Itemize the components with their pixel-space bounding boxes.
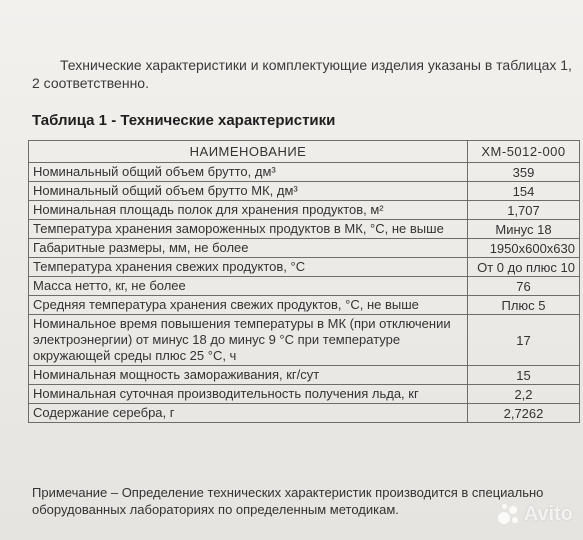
table-row	[29, 277, 580, 296]
row-value: 2,7262	[468, 404, 580, 423]
table-note: Примечание – Определение технических характеристик производится в специально оборудованных лабораториях по определенным методикам.	[32, 485, 544, 517]
table-row	[29, 315, 580, 366]
row-name: Номинальный общий объем брутто МК, дм³	[29, 182, 468, 201]
row-value: Плюс 5	[468, 296, 580, 315]
table-header-row	[29, 141, 580, 163]
row-name: Номинальная суточная производительность получения льда, кг	[29, 385, 468, 404]
row-value: 1,707	[468, 201, 580, 220]
row-name: Габаритные размеры, мм, не более	[29, 239, 468, 258]
header-model: ХМ-5012-000	[468, 141, 580, 163]
row-name: Содержание серебра, г	[29, 404, 468, 423]
avito-logo-icon	[498, 504, 520, 526]
row-value: Минус 18	[468, 220, 580, 239]
row-value: 1950x600x630	[468, 239, 580, 258]
table-row	[29, 296, 580, 315]
specifications-table	[28, 140, 580, 423]
row-value: 2,2	[468, 385, 580, 404]
watermark-text: Avito	[523, 503, 573, 525]
row-value: От 0 до плюс 10	[468, 258, 580, 277]
table-row	[29, 239, 580, 258]
table-row	[29, 258, 580, 277]
table-row	[29, 201, 580, 220]
table-row	[29, 182, 580, 201]
header-name: НАИМЕНОВАНИЕ	[29, 141, 468, 163]
table-row	[29, 366, 580, 385]
row-name: Номинальная мощность замораживания, кг/сут	[29, 366, 468, 385]
row-name: Номинальное время повышения температуры в МК (при отключении электроэнергии) от минус 18 до минус 9 °С при температуре окружающей среды плюс 25 °С, ч	[29, 315, 468, 366]
row-name: Средняя температура хранения свежих продуктов, °С, не выше	[29, 296, 468, 315]
avito-watermark	[498, 503, 573, 526]
row-name: Номинальная площадь полок для хранения продуктов, м²	[29, 201, 468, 220]
row-value: 15	[468, 366, 580, 385]
table-row	[29, 163, 580, 182]
row-value: 17	[468, 315, 580, 366]
row-name: Масса нетто, кг, не более	[29, 277, 468, 296]
row-name: Номинальный общий объем брутто, дм³	[29, 163, 468, 182]
row-name: Температура хранения замороженных продуктов в МК, °С, не выше	[29, 220, 468, 239]
table-row	[29, 404, 580, 423]
row-value: 359	[468, 163, 580, 182]
table-title: Таблица 1 - Технические характеристики	[32, 112, 336, 129]
row-name: Температура хранения свежих продуктов, °С	[29, 258, 468, 277]
table-row	[29, 385, 580, 404]
intro-paragraph: Технические характеристики и комплектующие изделия указаны в таблицах 1, 2 соответственно.	[32, 57, 572, 91]
table-row	[29, 220, 580, 239]
row-value: 154	[468, 182, 580, 201]
row-value: 76	[468, 277, 580, 296]
